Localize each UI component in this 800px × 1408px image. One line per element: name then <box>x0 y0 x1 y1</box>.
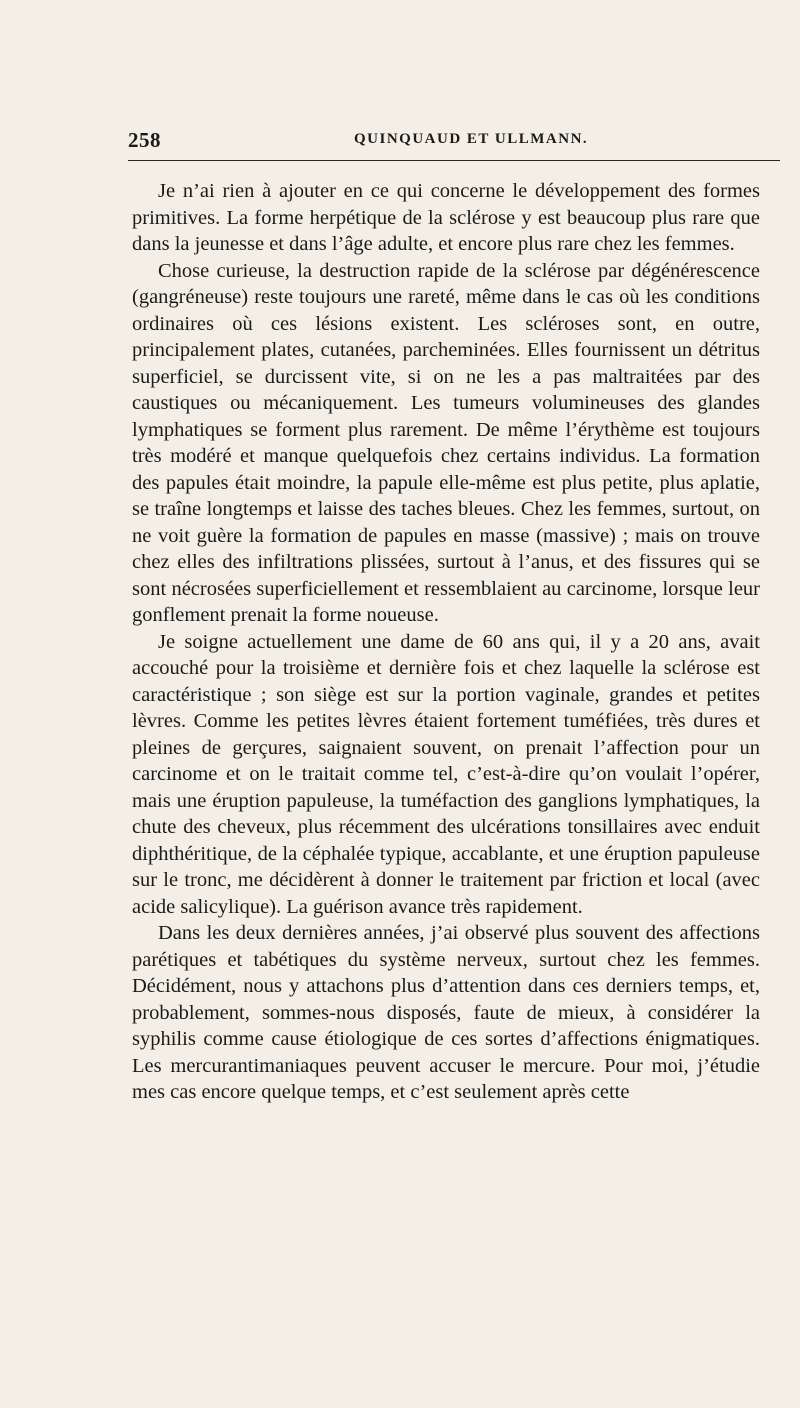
body-text <box>132 178 760 1106</box>
page-number: 258 <box>128 128 161 152</box>
paragraph-4: Dans les deux dernières années, j’ai observé plus souvent des affections parétiques et tabétiques du système nerveux, surtout chez les femmes. Décidément, nous y attachons plus d’attention dans ces derniers temps, et, probablement, sommes-nous disposés, faute de mieux, à considérer la syphilis comme cause étiologique de ces sortes d’affections énigmatiques. Les mercurantimaniaques peuvent accuser le mercure. Pour moi, j’étudie mes cas encore quelque temps, et c’est seulement après cette <box>132 922 760 1103</box>
header-rule <box>128 160 780 161</box>
paragraph-3: Je soigne actuellement une dame de 60 ans qui, il y a 20 ans, avait accouché pour la troisième et dernière fois et chez laquelle la sclérose est caractéristique ; son siège est sur la portion vaginale, grandes et petites lèvres. Comme les petites lèvres étaient fortement tuméfiées, très dures et pleines de gerçures, saignaient souvent, on prenait l’affection pour un carcinome et on le traitait comme tel, c’est-à-dire qu’on voulait l’opérer, mais une éruption papuleuse, la tuméfaction des ganglions lymphatiques, la chute des cheveux, plus récemment des ulcérations tonsillaires avec enduit diphthéritique, de la céphalée typique, accablante, et une éruption papuleuse sur le tronc, me décidèrent à donner le traitement par friction et local (avec acide salicylique). La guérison avance très rapidement. <box>132 630 760 918</box>
paragraph-2: Chose curieuse, la destruction rapide de la sclérose par dégénérescence (gangréneuse) reste toujours une rareté, même dans le cas où les conditions ordinaires où ces lésions existent. Les scléroses sont, en outre, principalement plates, cutanées, parcheminées. Elles fournissent un détritus superficiel, se durcissent vite, si on ne les a pas maltraitées par des caustiques ou mécaniquement. Les tumeurs volumineuses des glandes lymphatiques se forment plus rarement. De même l’érythème est toujours très modéré et manque quelquefois chez certains individus. La formation des papules était moindre, la papule elle-même est plus petite, plus aplatie, se traîne longtemps et laisse des taches bleues. Chez les femmes, surtout, on ne voit guère la formation de papules en masse (massive) ; mais on trouve chez elles des infiltrations plissées, surtout à l’anus, et des fissures qui se sont nécrosées superficiellement et ressemblaient au carcinome, lorsque leur gonflement prenait la forme noueuse. <box>132 259 760 626</box>
paragraph-1: Je n’ai rien à ajouter en ce qui concerne le développement des formes primitives. La forme herpétique de la sclérose y est beaucoup plus rare que dans la jeunesse et dans l’âge adulte, et encore plus rare chez les femmes. <box>132 180 760 255</box>
page-header <box>128 122 780 162</box>
running-title: QUINQUAUD ET ULLMANN. <box>354 131 589 147</box>
